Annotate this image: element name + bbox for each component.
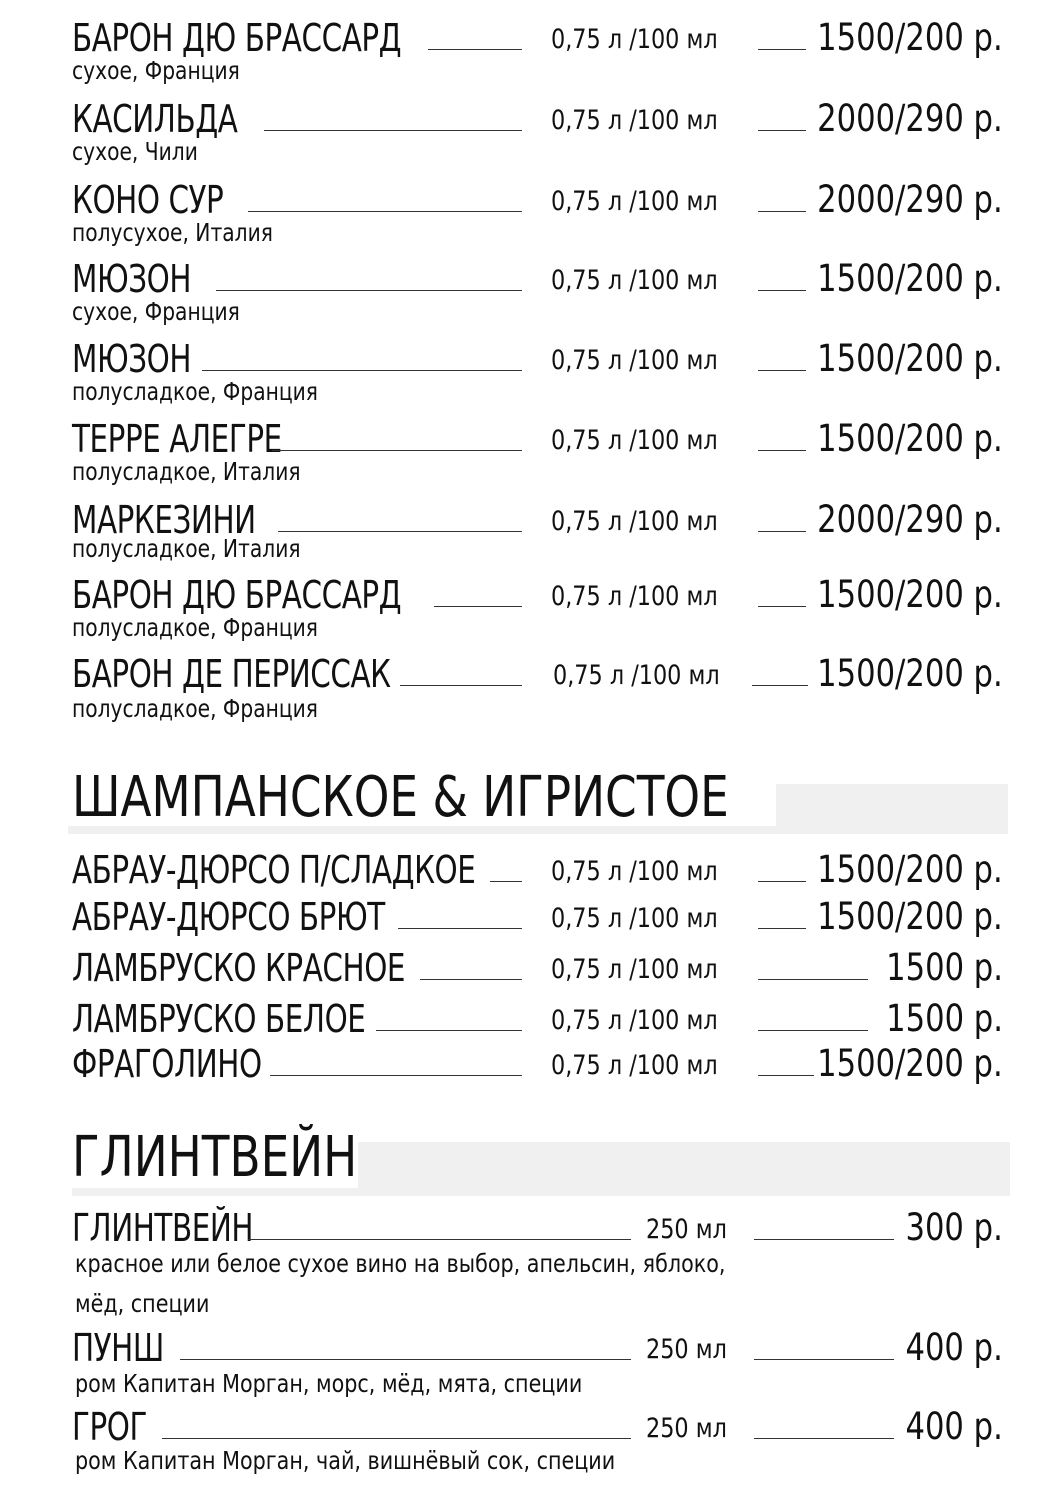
item-volume: 0,75 л /100 мл <box>551 1050 718 1081</box>
leader-line <box>216 290 522 291</box>
leader-line <box>398 928 522 929</box>
item-price: 300 р. <box>905 1206 1003 1249</box>
leader-line <box>202 370 522 371</box>
item-price: 1500/200 р. <box>817 417 1003 460</box>
item-volume: 250 мл <box>646 1413 727 1444</box>
item-volume: 0,75 л /100 мл <box>551 24 718 55</box>
wine-item <box>0 498 1061 563</box>
leader-line <box>376 1030 522 1031</box>
section-title: ШАМПАНСКОЕ & ИГРИСТОЕ <box>72 765 729 830</box>
item-price: 1500/200 р. <box>817 848 1003 891</box>
leader-line <box>752 685 808 686</box>
item-description: красное или белое сухое вино на выбор, апельсин, яблоко, <box>75 1249 726 1278</box>
item-note: полусладкое, Франция <box>72 377 318 406</box>
item-name: МЮЗОН <box>72 257 192 301</box>
item-volume: 250 мл <box>646 1334 727 1365</box>
item-name: АБРАУ-ДЮРСО БРЮТ <box>72 895 385 939</box>
item-note: полусладкое, Италия <box>72 534 301 563</box>
wine-item <box>0 97 1061 166</box>
leader-line <box>162 1438 631 1439</box>
item-note: полусладкое, Франция <box>72 694 318 723</box>
leader-line <box>758 979 868 980</box>
leader-line <box>758 211 806 212</box>
section-title: ГЛИНТВЕЙН <box>72 1125 358 1190</box>
leader-line <box>428 49 522 50</box>
leader-line <box>758 290 806 291</box>
item-volume: 0,75 л /100 мл <box>551 581 718 612</box>
item-price: 400 р. <box>905 1326 1003 1369</box>
item-price: 1500/200 р. <box>817 652 1003 695</box>
item-note: полусладкое, Франция <box>72 613 318 642</box>
leader-line <box>754 1438 894 1439</box>
leader-line <box>754 1359 894 1360</box>
item-description: ром Капитан Морган, морс, мёд, мята, специи <box>75 1369 583 1398</box>
leader-line <box>248 211 522 212</box>
leader-line <box>434 606 522 607</box>
item-name: ТЕРРЕ АЛЕГРЕ <box>72 417 282 461</box>
sparkling-item <box>0 848 1061 892</box>
item-name: БАРОН ДЕ ПЕРИССАК <box>72 652 391 696</box>
item-volume: 0,75 л /100 мл <box>551 1005 718 1036</box>
leader-line <box>180 1359 631 1360</box>
wine-item <box>0 257 1061 326</box>
wine-item <box>0 16 1061 85</box>
item-volume: 0,75 л /100 мл <box>551 954 718 985</box>
leader-line <box>400 685 522 686</box>
leader-line <box>420 979 522 980</box>
item-price: 1500 р. <box>886 946 1003 989</box>
header-shade <box>358 1142 1010 1192</box>
wine-item <box>0 178 1061 247</box>
item-volume: 0,75 л /100 мл <box>551 105 718 136</box>
item-price: 1500/200 р. <box>817 16 1003 59</box>
item-volume: 0,75 л /100 мл <box>551 903 718 934</box>
item-note: полусухое, Италия <box>72 218 273 247</box>
mulled-item <box>0 1326 1061 1398</box>
leader-line <box>270 1075 522 1076</box>
wine-item <box>0 573 1061 642</box>
item-name: ЛАМБРУСКО БЕЛОЕ <box>72 997 366 1041</box>
item-note: сухое, Франция <box>72 56 240 85</box>
item-price: 1500 р. <box>886 997 1003 1040</box>
item-note: полусладкое, Италия <box>72 457 301 486</box>
sparkling-item <box>0 895 1061 939</box>
item-name: КОНО СУР <box>72 178 224 222</box>
item-price: 1500/200 р. <box>817 895 1003 938</box>
item-price: 2000/290 р. <box>817 97 1003 140</box>
sparkling-item <box>0 946 1061 990</box>
leader-line <box>758 1075 814 1076</box>
leader-line <box>758 130 806 131</box>
item-name: МЮЗОН <box>72 337 192 381</box>
item-price: 1500/200 р. <box>817 573 1003 616</box>
item-price: 1500/200 р. <box>817 257 1003 300</box>
leader-line <box>758 370 806 371</box>
sparkling-item <box>0 997 1061 1041</box>
item-name: ПУНШ <box>72 1326 164 1370</box>
leader-line <box>754 1239 894 1240</box>
item-name: ФРАГОЛИНО <box>72 1042 262 1086</box>
leader-line <box>758 49 806 50</box>
wine-item <box>0 337 1061 406</box>
mulled-item <box>0 1405 1061 1475</box>
leader-line <box>758 606 806 607</box>
item-volume: 0,75 л /100 мл <box>551 856 718 887</box>
item-volume: 250 мл <box>646 1214 727 1245</box>
leader-line <box>758 881 806 882</box>
item-volume: 0,75 л /100 мл <box>551 186 718 217</box>
item-price: 1500/200 р. <box>817 337 1003 380</box>
item-name: КАСИЛЬДА <box>72 97 238 141</box>
leader-line <box>758 928 806 929</box>
item-volume: 0,75 л /100 мл <box>553 660 720 691</box>
wine-item <box>0 417 1061 486</box>
item-name: БАРОН ДЮ БРАССАРД <box>72 573 402 617</box>
item-name: ЛАМБРУСКО КРАСНОЕ <box>72 946 406 990</box>
item-price: 2000/290 р. <box>817 178 1003 221</box>
item-note: сухое, Чили <box>72 137 198 166</box>
item-name: ГЛИНТВЕЙН <box>72 1206 254 1250</box>
mulled-item <box>0 1206 1061 1318</box>
item-price: 400 р. <box>905 1405 1003 1448</box>
leader-line <box>758 450 806 451</box>
item-volume: 0,75 л /100 мл <box>551 425 718 456</box>
leader-line <box>272 450 522 451</box>
leader-line <box>758 1030 868 1031</box>
item-name: АБРАУ-ДЮРСО П/СЛАДКОЕ <box>72 848 476 892</box>
leader-line <box>758 531 806 532</box>
item-name: БАРОН ДЮ БРАССАРД <box>72 16 402 60</box>
leader-line <box>490 881 522 882</box>
leader-line <box>248 1239 631 1240</box>
item-note: сухое, Франция <box>72 297 240 326</box>
item-name: ГРОГ <box>72 1405 148 1449</box>
section-header-mulled <box>72 1126 1010 1198</box>
leader-line <box>278 531 522 532</box>
item-price: 1500/200 р. <box>817 1042 1003 1085</box>
header-shade <box>776 784 1008 830</box>
item-volume: 0,75 л /100 мл <box>551 506 718 537</box>
item-name: МАРКЕЗИНИ <box>72 498 256 542</box>
item-price: 2000/290 р. <box>817 498 1003 541</box>
item-volume: 0,75 л /100 мл <box>551 345 718 376</box>
item-description: ром Капитан Морган, чай, вишнёвый сок, специи <box>75 1446 616 1475</box>
section-header-sparkling <box>68 766 1008 836</box>
wine-item <box>0 652 1061 723</box>
item-volume: 0,75 л /100 мл <box>551 265 718 296</box>
leader-line <box>264 130 522 131</box>
sparkling-item <box>0 1042 1061 1086</box>
item-description: мёд, специи <box>75 1289 210 1318</box>
